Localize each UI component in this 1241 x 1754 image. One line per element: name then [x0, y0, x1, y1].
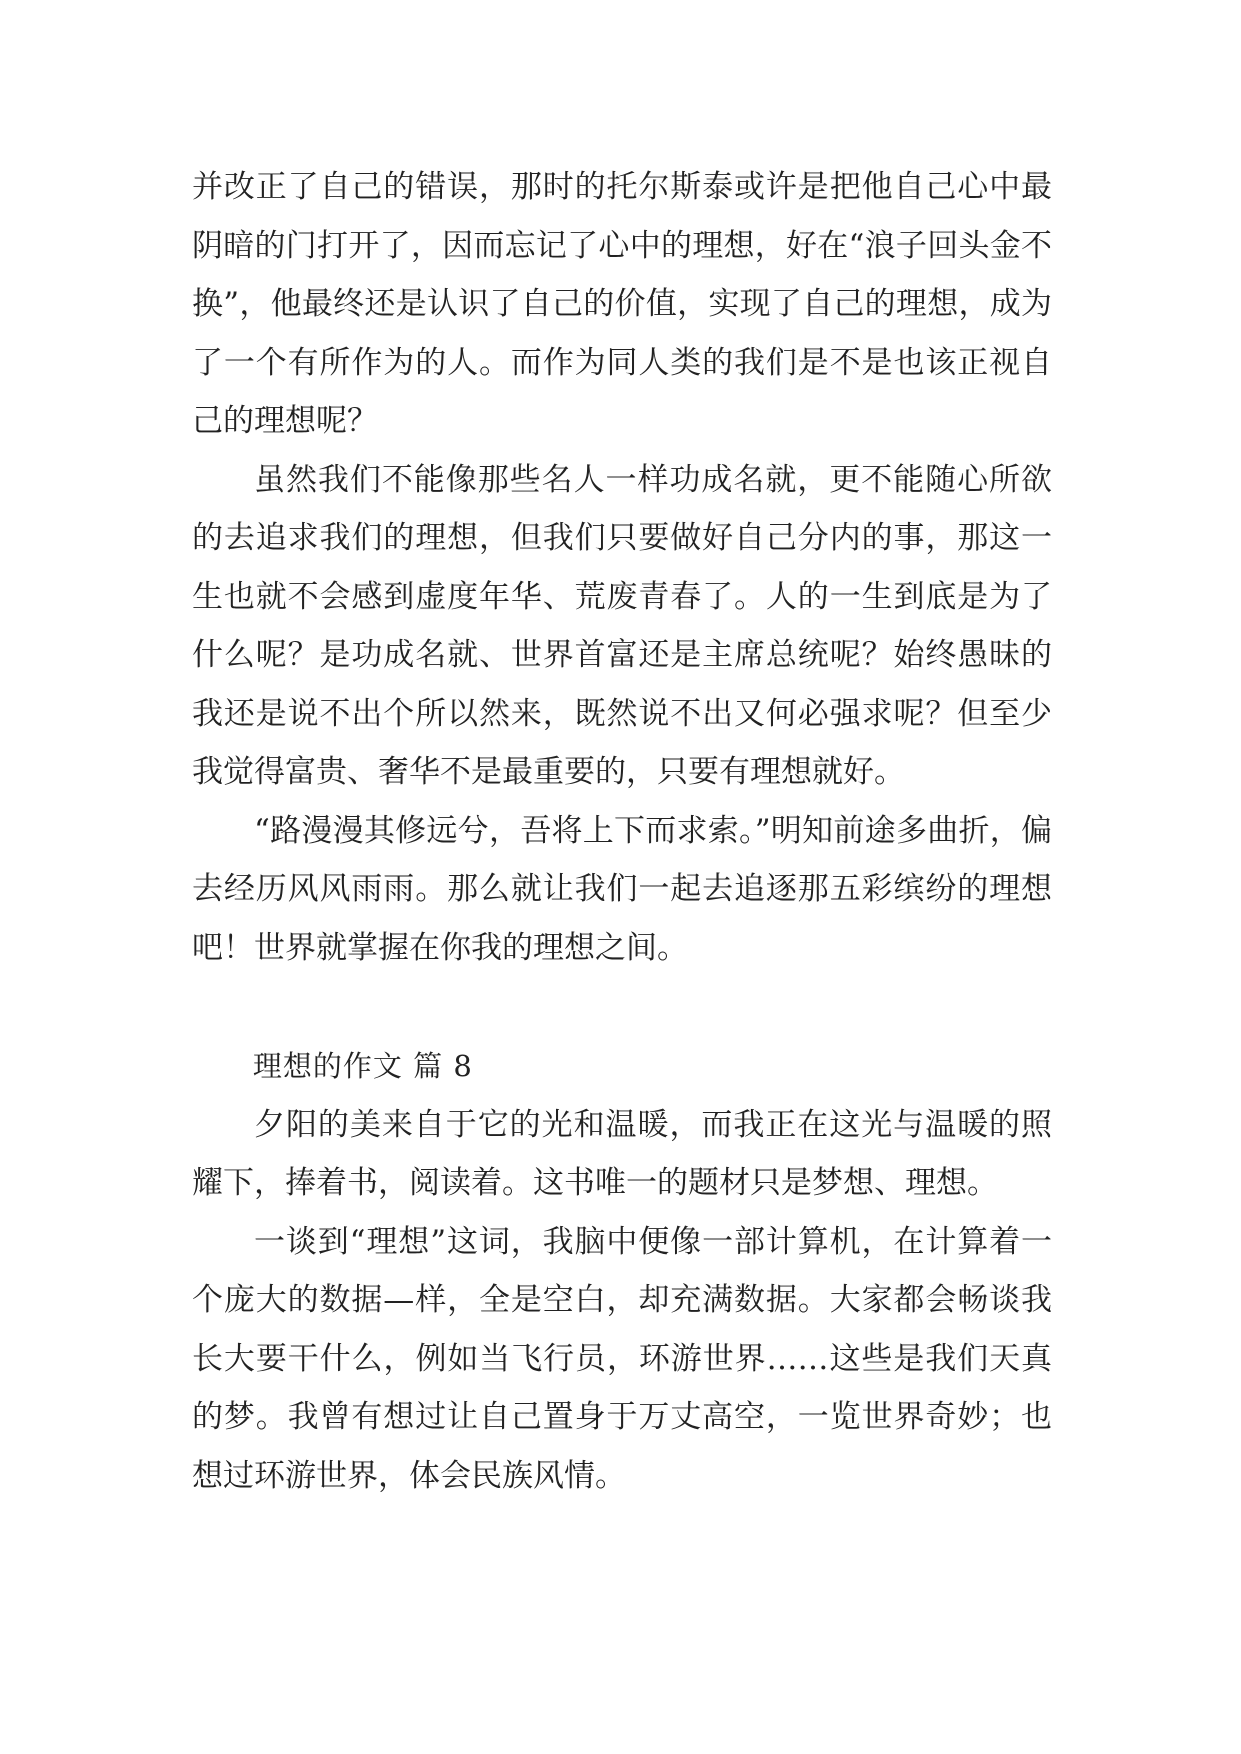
paragraph-continuation: 并改正了自己的错误，那时的托尔斯泰或许是把他自己心中最阴暗的门打开了，因而忘记了心中的理想，好在“浪子回头金不换”，他最终还是认识了自己的价值，实现了自己的理想，成为了一个有所作为的人。而作为同人类的我们是不是也该正视自己的理想呢？ [192, 169, 1052, 439]
paragraph: 虽然我们不能像那些名人一样功成名就，更不能随心所欲的去追求我们的理想，但我们只要做好自己分内的事，那这一生也就不会感到虚度年华、荒废青春了。人的一生到底是为了什么呢？是功成名就、世界首富还是主席总统呢？始终愚昧的我还是说不出个所以然来，既然说不出又何必强求呢？但至少我觉得富贵、奢华不是最重要的，只要有理想就好。 [192, 461, 1052, 790]
document-body [192, 158, 1052, 1505]
paragraph: “路漫漫其修远兮，吾将上下而求索。”明知前途多曲折，偏去经历风风雨雨。那么就让我们一起去追逐那五彩缤纷的理想吧！世界就掌握在你我的理想之间。 [192, 812, 1052, 966]
section-heading: 理想的作文 篇 8 [252, 1049, 473, 1083]
paragraph: 夕阳的美来自于它的光和温暖，而我正在这光与温暖的照耀下，捧着书，阅读着。这书唯一的题材只是梦想、理想。 [192, 1106, 1052, 1201]
paragraph: 一谈到“理想”这词，我脑中便像一部计算机，在计算着一个庞大的数据—样，全是空白，却充满数据。大家都会畅谈我长大要干什么，例如当飞行员，环游世界……这些是我们天真的梦。我曾有想过让自己置身于万丈高空，一览世界奇妙；也想过环游世界，体会民族风情。 [192, 1223, 1052, 1494]
